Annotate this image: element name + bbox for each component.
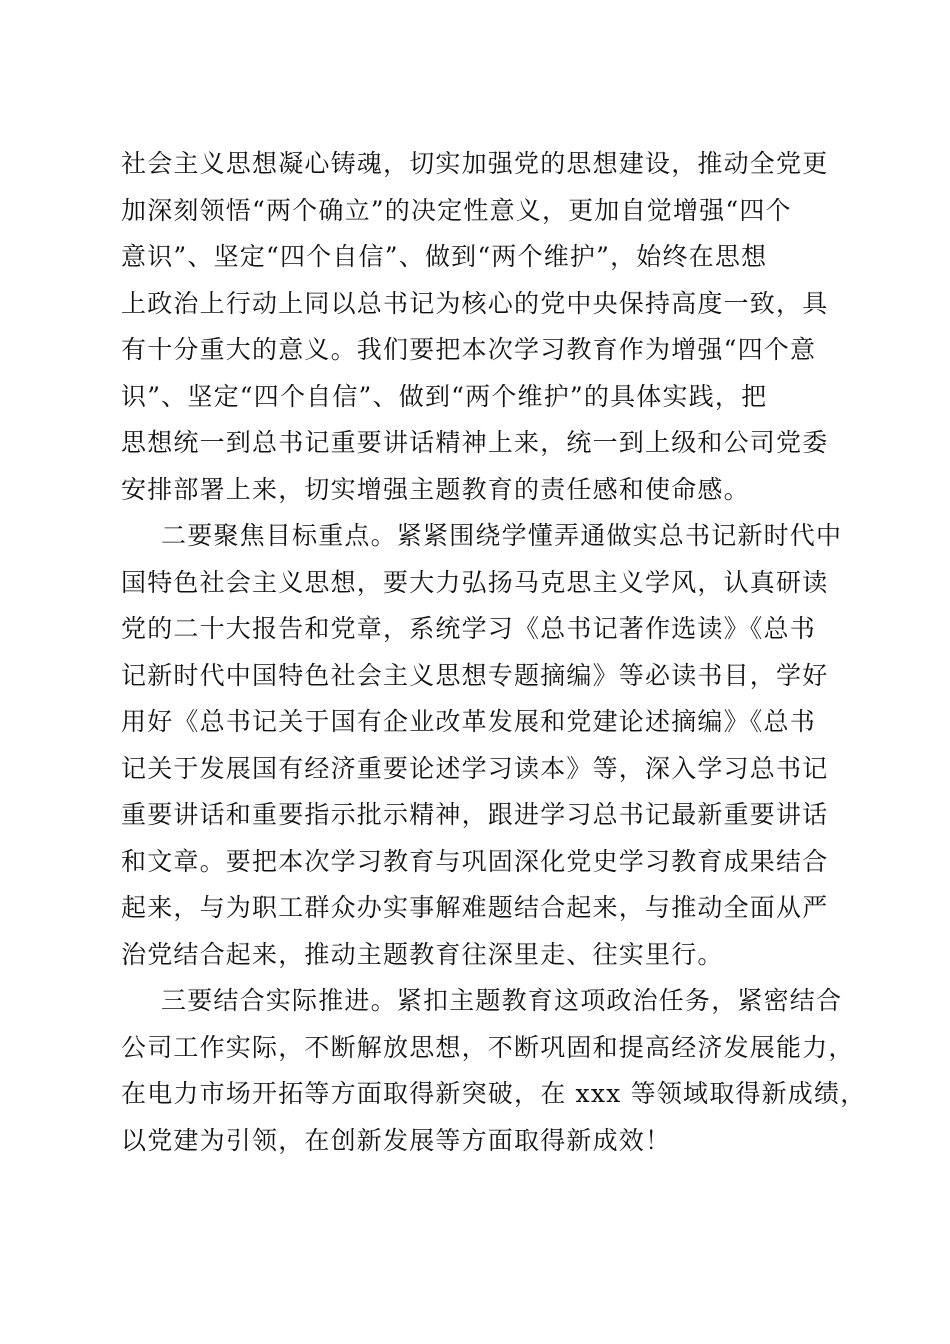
text-line: 记关于发展国有经济重要论述学习读本》等，深入学习总书记: [121, 753, 829, 783]
text-line: 社会主义思想凝心铸魂，切实加强党的思想建设，推动全党更: [121, 149, 829, 178]
text-line: 党的二十大报告和党章，系统学习《总书记著作选读》《总书: [121, 614, 816, 643]
text-line: 起来，与为职工群众办实事解难题结合起来，与推动全面从严: [121, 893, 829, 922]
text-line: 加深刻领悟“两个确立”的决定性意义，更加自觉增强“四个: [121, 195, 792, 225]
text-line: 二要聚焦目标重点。紧紧围绕学懂弄通做实总书记新时代中: [161, 521, 843, 550]
paragraph-1: [121, 141, 831, 513]
text-line: 治党结合起来，推动主题教育往深里走、往实里行。: [121, 939, 724, 969]
text-line: 用好《总书记关于国有企业改革发展和党建论述摘编》《总书: [121, 707, 816, 736]
text-line: 以党建为引领，在创新发展等方面取得新成效！: [121, 1125, 672, 1155]
text-line: 安排部署上来，切实增强主题教育的责任感和使命感。: [121, 474, 750, 504]
text-line: 三要结合实际推进。紧扣主题教育这项政治任务，紧密结合: [161, 986, 843, 1015]
text-line: 思想统一到总书记重要讲话精神上来，统一到上级和公司党委: [121, 428, 829, 457]
text-line: 和文章。要把本次学习教育与巩固深化党史学习教育成果结合: [121, 846, 829, 876]
text-line: 重要讲话和重要指示批示精神，跟进学习总书记最新重要讲话: [121, 800, 829, 829]
document-body: [121, 141, 867, 1164]
paragraph-2: [121, 513, 843, 978]
paragraph-3: [121, 978, 867, 1164]
text-line: 国特色社会主义思想，要大力弘扬马克思主义学风，认真研读: [121, 567, 829, 597]
text-line: 记新时代中国特色社会主义思想专题摘编》等必读书目，学好: [121, 660, 829, 690]
text-line: 上政治上行动上同以总书记为核心的党中央保持高度一致，具: [121, 288, 829, 318]
text-line: 有十分重大的意义。我们要把本次学习教育作为增强“四个意: [121, 335, 817, 364]
text-line: 识”、坚定“四个自信”、做到“两个维护”的具体实践，把: [121, 381, 768, 411]
text-line: 意识”、坚定“四个自信”、做到“两个维护”，始终在思想: [121, 242, 768, 271]
text-line: 公司工作实际，不断解放思想，不断巩固和提高经济发展能力，: [121, 1032, 855, 1062]
text-line: 在电力市场开拓等方面取得新突破，在 xxx 等领域取得新成绩，: [121, 1079, 867, 1108]
